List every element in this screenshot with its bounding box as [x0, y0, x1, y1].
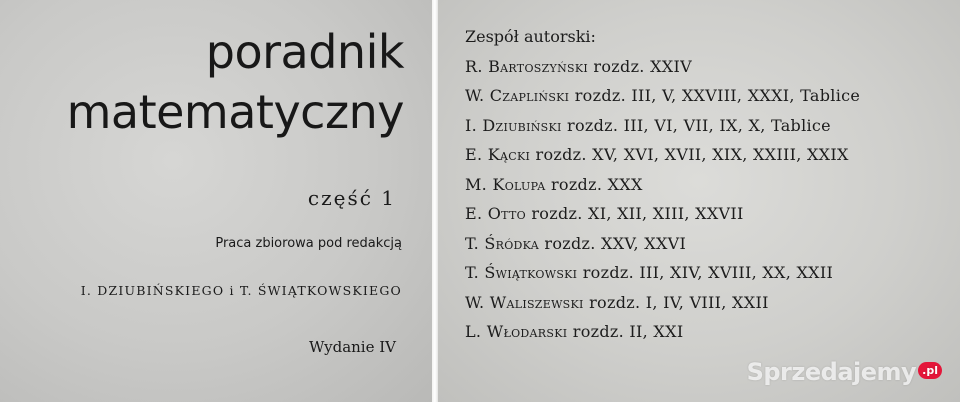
editors-line: I. DZIUBIŃSKIEGO i T. ŚWIĄTKOWSKIEGO: [80, 283, 402, 298]
author-chapters: rozdz. I, IV, VIII, XXII: [589, 292, 769, 312]
title-page: [0, 0, 432, 402]
author-row: [465, 170, 860, 200]
author-chapters: rozdz. III, XIV, XVIII, XX, XXII: [582, 263, 834, 282]
authors-heading: Zespół autorski:: [465, 27, 596, 46]
watermark-logo: [747, 358, 942, 386]
author-row: [465, 288, 860, 318]
watermark-suffix: .pl: [918, 362, 942, 379]
author-chapters: rozdz. XV, XVI, XVII, XIX, XXIII, XXIX: [535, 145, 849, 164]
collective-work-note: Praca zbiorowa pod redakcją: [215, 236, 402, 251]
watermark-brand: Sprzedajemy: [746, 358, 917, 386]
author-row: [465, 317, 860, 347]
author-row: [465, 52, 860, 82]
author-chapters: rozdz. XI, XII, XIII, XXVII: [531, 204, 744, 223]
author-row: [465, 111, 860, 141]
authors-list: [465, 22, 860, 347]
author-row: [465, 140, 860, 170]
author-row: [465, 229, 860, 259]
author-name: I. Dziubiński: [465, 115, 562, 135]
author-name: W. Waliszewski: [465, 292, 584, 312]
author-chapters: rozdz. XXV, XXVI: [544, 233, 687, 253]
author-name: E. Kącki: [465, 145, 531, 164]
author-name: W. Czapliński: [465, 86, 570, 105]
author-chapters: rozdz. III, VI, VII, IX, X, Tablice: [567, 115, 831, 135]
author-name: T. Świątkowski: [465, 263, 578, 282]
author-name: T. Śródka: [465, 233, 539, 253]
author-name: R. Bartoszyński: [465, 56, 589, 76]
author-chapters: rozdz. XXX: [550, 174, 643, 194]
author-row: [465, 258, 860, 288]
book-title-line1: poradnik: [205, 25, 404, 79]
author-chapters: rozdz. III, V, XXVIII, XXXI, Tablice: [574, 86, 861, 105]
author-row: [465, 199, 860, 229]
author-name: M. Kolupa: [465, 174, 546, 194]
book-title-line2: matematyczny: [66, 85, 404, 139]
authors-page: [438, 0, 960, 402]
author-chapters: rozdz. II, XXI: [572, 322, 684, 341]
volume-part: część 1: [307, 186, 396, 210]
author-chapters: rozdz. XXIV: [593, 56, 692, 76]
author-row: [465, 81, 860, 111]
edition-label: Wydanie IV: [309, 338, 396, 356]
author-name: E. Otto: [465, 204, 526, 223]
author-name: L. Włodarski: [465, 322, 568, 341]
